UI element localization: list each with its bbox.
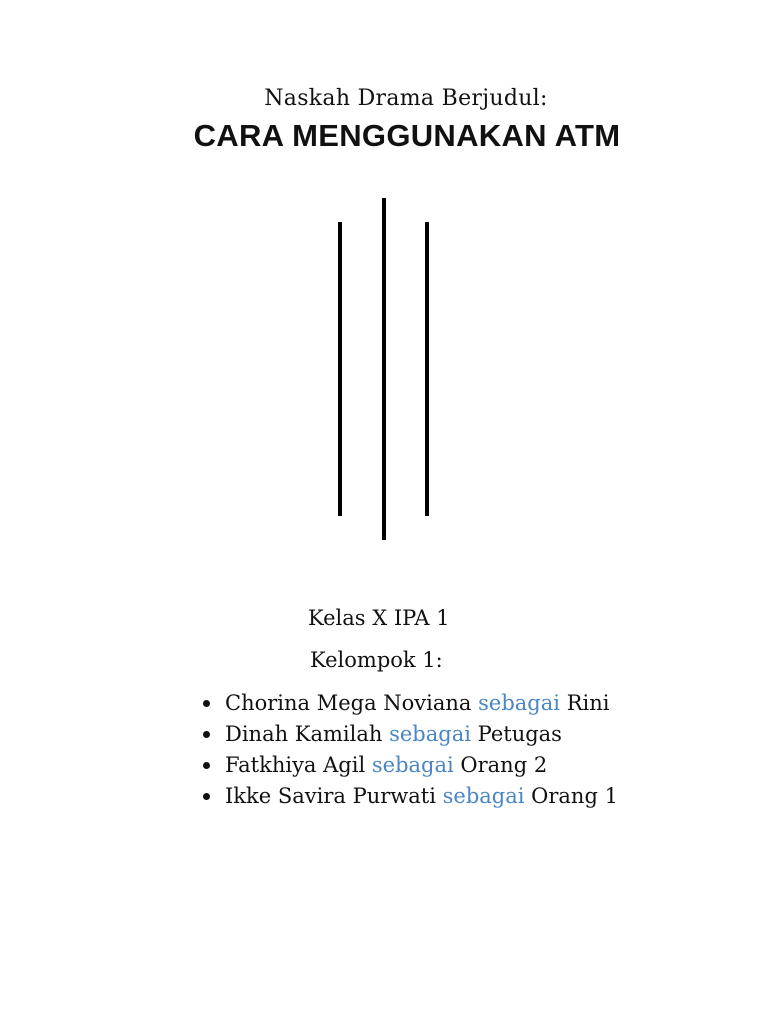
decorative-line-left (338, 222, 342, 516)
document-title: CARA MENGGUNAKAN ATM (193, 118, 621, 153)
member-list (201, 688, 631, 876)
list-item (201, 688, 631, 718)
list-item (201, 750, 631, 780)
member-role: Orang 1 (531, 784, 618, 808)
bullet-icon (203, 762, 210, 769)
decorative-line-center (382, 198, 386, 540)
connector-word: sebagai (389, 722, 471, 746)
connector-word: sebagai (371, 753, 454, 777)
member-name: Chorina Mega Noviana (225, 691, 472, 715)
member-name: Dinah Kamilah (225, 722, 383, 746)
document-subtitle: Naskah Drama Berjudul: (264, 86, 548, 111)
list-item (201, 781, 631, 811)
connector-word: sebagai (478, 691, 560, 715)
member-role: Orang 2 (460, 753, 548, 777)
connector-word: sebagai (442, 784, 525, 808)
list-item (201, 719, 631, 749)
bullet-icon (203, 731, 210, 738)
member-role: Petugas (477, 722, 562, 746)
bullet-icon (203, 793, 210, 800)
member-name: Ikke Savira Purwati (225, 784, 436, 808)
member-role: Rini (566, 691, 610, 715)
decorative-line-right (425, 222, 429, 516)
member-name: Fatkhiya Agil (225, 753, 366, 777)
class-label: Kelas X IPA 1 (308, 606, 450, 630)
group-label: Kelompok 1: (310, 648, 443, 672)
bullet-icon (203, 700, 210, 707)
